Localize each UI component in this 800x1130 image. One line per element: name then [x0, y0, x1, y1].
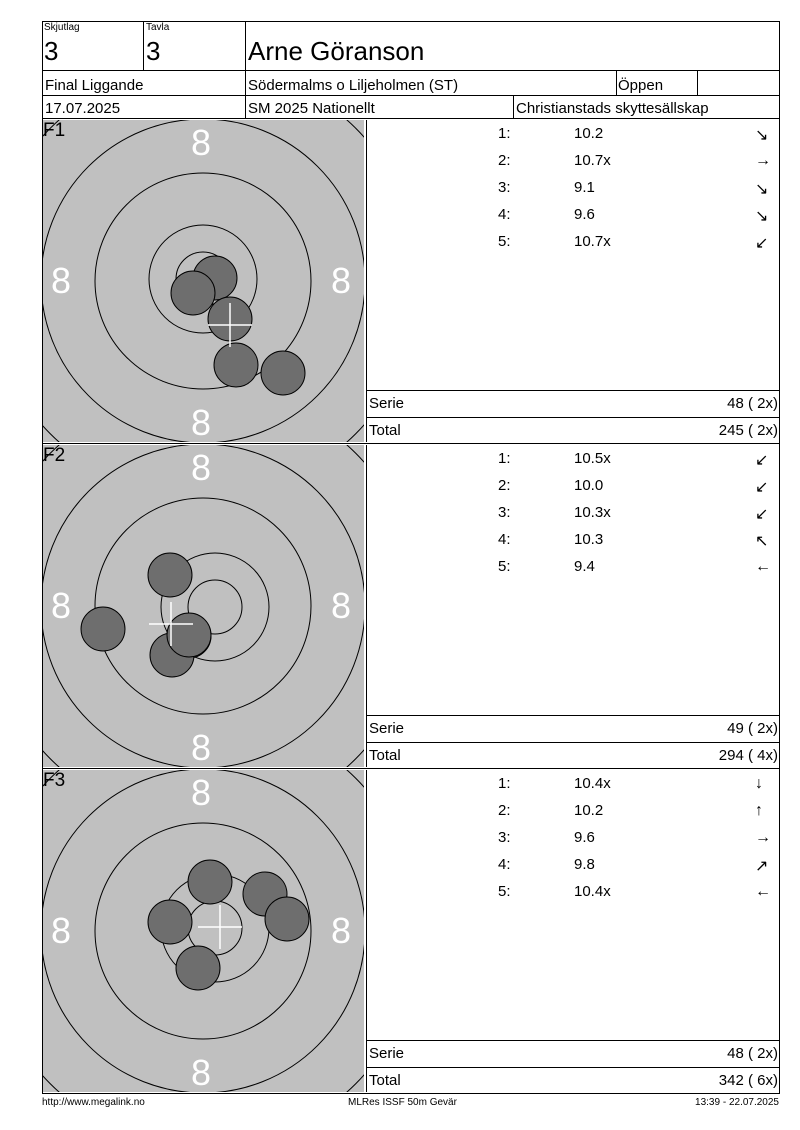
target-f1	[43, 120, 364, 442]
serie-value: 49 ( 2x)	[727, 720, 778, 737]
ring-number-label: 8	[191, 402, 212, 442]
shot-direction-icon: ↙	[755, 235, 769, 252]
header-vdiv-5	[513, 95, 514, 118]
ring-number-label: 8	[191, 772, 212, 813]
series-label: F3	[43, 770, 66, 791]
header-divider-3	[42, 118, 780, 119]
shot-value: 10.2	[574, 125, 604, 142]
outer-border-right	[779, 21, 780, 1093]
header-vdiv-1	[143, 21, 144, 70]
serie-value: 48 ( 2x)	[727, 1045, 778, 1062]
total-label: Total	[369, 422, 401, 439]
total-row-border	[366, 417, 780, 418]
shot-number: 3:	[498, 179, 511, 196]
ring-number-label: 8	[191, 727, 212, 767]
shot-direction-icon: ↙	[755, 506, 769, 523]
shot-number: 2:	[498, 477, 511, 494]
shot-value: 9.1	[574, 179, 595, 196]
skjutlag-value: 3	[44, 36, 59, 66]
tavla-value: 3	[146, 36, 161, 66]
target-f2	[43, 445, 364, 767]
header-vdiv-4	[697, 70, 698, 95]
shot-direction-icon: ↖	[755, 533, 769, 550]
shot-direction-icon: ↙	[755, 452, 769, 469]
serie-row-border	[366, 1040, 780, 1041]
shot-number: 4:	[498, 856, 511, 873]
shot-value: 10.4x	[574, 883, 611, 900]
header-divider-1	[42, 70, 780, 71]
header-vdiv-3	[616, 70, 617, 95]
shot-direction-icon: ↘	[755, 208, 769, 225]
series-divider	[42, 768, 780, 769]
shot-hole	[188, 860, 232, 904]
shot-number: 5:	[498, 883, 511, 900]
series-label: F1	[43, 120, 66, 141]
total-value: 245 ( 2x)	[718, 422, 778, 439]
shot-value: 9.6	[574, 206, 595, 223]
total-value: 294 ( 4x)	[718, 747, 778, 764]
shot-value: 10.7x	[574, 152, 611, 169]
shot-hole	[148, 553, 192, 597]
shot-number: 4:	[498, 206, 511, 223]
shot-direction-icon: ↘	[755, 181, 769, 198]
shot-number: 5:	[498, 558, 511, 575]
shot-hole	[214, 343, 258, 387]
footer-software: MLRes ISSF 50m Gevär	[348, 1097, 457, 1108]
shot-number: 5:	[498, 233, 511, 250]
ring-number-label: 8	[331, 260, 352, 301]
shot-direction-icon: ←	[755, 558, 771, 575]
shot-value: 10.7x	[574, 233, 611, 250]
target-f3	[43, 770, 364, 1092]
ring-number-label: 8	[51, 585, 72, 626]
tavla-label: Tavla	[146, 22, 170, 33]
serie-label: Serie	[369, 1045, 405, 1062]
organizer-name: Christianstads skyttesällskap	[516, 100, 709, 117]
footer-timestamp: 13:39 - 22.07.2025	[695, 1097, 779, 1108]
shot-hole	[81, 607, 125, 651]
skjutlag-label: Skjutlag	[44, 22, 80, 33]
ring-number-label: 8	[51, 260, 72, 301]
shot-number: 3:	[498, 504, 511, 521]
shot-number: 3:	[498, 829, 511, 846]
footer-url[interactable]: http://www.megalink.no	[42, 1097, 145, 1108]
shot-number: 4:	[498, 531, 511, 548]
shot-number: 1:	[498, 450, 511, 467]
total-label: Total	[369, 1072, 401, 1089]
shot-value: 10.5x	[574, 450, 611, 467]
target-background	[43, 770, 364, 1092]
shot-direction-icon: →	[755, 829, 771, 846]
competition-name: SM 2025 Nationellt	[248, 100, 375, 117]
total-row-border	[366, 1067, 780, 1068]
ring-number-label: 8	[331, 585, 352, 626]
shot-hole	[265, 897, 309, 941]
shot-value: 10.2	[574, 802, 604, 819]
target-list-divider	[366, 445, 367, 767]
shooter-class: Öppen	[618, 77, 664, 94]
total-row-border	[366, 742, 780, 743]
shot-direction-icon: →	[755, 152, 771, 169]
shot-direction-icon: ↗	[755, 858, 769, 875]
shot-value: 10.3x	[574, 504, 611, 521]
shot-number: 1:	[498, 125, 511, 142]
shot-hole	[261, 351, 305, 395]
shot-hole	[148, 900, 192, 944]
shot-number: 2:	[498, 802, 511, 819]
series-divider	[42, 443, 780, 444]
target-list-divider	[366, 120, 367, 442]
ring-number-label: 8	[191, 1052, 212, 1092]
ring-number-label: 8	[191, 122, 212, 163]
ring-number-label: 8	[51, 910, 72, 951]
shot-value: 9.4	[574, 558, 595, 575]
competition-date: 17.07.2025	[45, 100, 121, 117]
shot-hole	[167, 613, 211, 657]
serie-label: Serie	[369, 720, 405, 737]
shooter-name: Arne Göranson	[248, 36, 425, 66]
shot-number: 2:	[498, 152, 511, 169]
header-divider-2	[42, 95, 780, 96]
header-vdiv-2	[245, 21, 246, 118]
series-label: F2	[43, 445, 66, 466]
shot-direction-icon: ↙	[755, 479, 769, 496]
shot-hole	[176, 946, 220, 990]
serie-label: Serie	[369, 395, 405, 412]
shot-value: 10.4x	[574, 775, 611, 792]
shot-number: 1:	[498, 775, 511, 792]
shot-direction-icon: ↑	[755, 802, 763, 819]
total-value: 342 ( 6x)	[718, 1072, 778, 1089]
serie-row-border	[366, 715, 780, 716]
shot-value: 10.0	[574, 477, 604, 494]
ring-number-label: 8	[191, 447, 212, 488]
target-background	[43, 445, 364, 767]
shot-value: 9.8	[574, 856, 595, 873]
ring-number-label: 8	[331, 910, 352, 951]
serie-value: 48 ( 2x)	[727, 395, 778, 412]
club-name: Södermalms o Liljeholmen (ST)	[248, 77, 459, 94]
shot-value: 10.3	[574, 531, 604, 548]
total-label: Total	[369, 747, 401, 764]
shot-direction-icon: ↘	[755, 127, 769, 144]
target-list-divider	[366, 770, 367, 1092]
shot-direction-icon: ←	[755, 883, 771, 900]
serie-row-border	[366, 390, 780, 391]
event-name: Final Liggande	[45, 77, 144, 94]
shot-value: 9.6	[574, 829, 595, 846]
shot-direction-icon: ↓	[755, 775, 763, 792]
footer-border	[42, 1093, 780, 1094]
shot-hole	[171, 271, 215, 315]
